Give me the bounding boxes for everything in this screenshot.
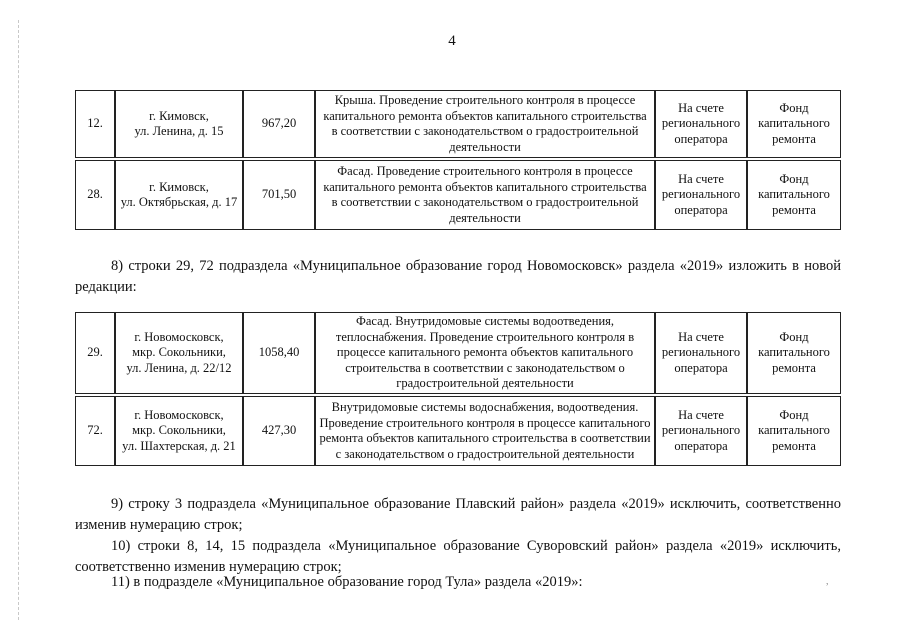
operator-line: оператора — [674, 131, 728, 146]
paragraph-8: 8) строки 29, 72 подраздела «Муниципальное образование город Новомосковск» раздела «2019» изложить в новой редакции: — [75, 258, 841, 295]
operator-line: оператора — [674, 360, 728, 375]
work-line: капитального ремонта объектов капитального строительства — [323, 179, 647, 194]
address-line: ул. Шахтерская, д. 21 — [122, 438, 236, 453]
row-address — [115, 160, 243, 230]
row-work — [315, 90, 655, 158]
work-line: Фасад. Проведение строительного контроля в процессе — [337, 164, 633, 178]
row-number: 72. — [75, 396, 115, 466]
table-row — [75, 90, 841, 158]
work-line: деятельности — [449, 139, 521, 154]
address-line: ул. Ленина, д. 15 — [134, 124, 224, 138]
row-fund — [747, 312, 841, 394]
work-line: в соответствии с законодательством о градостроительной — [331, 195, 639, 209]
table-row — [75, 396, 841, 466]
address-line: г. Кимовск, — [149, 108, 209, 123]
binding-margin-line — [18, 20, 19, 620]
row-address — [115, 90, 243, 158]
row-address — [115, 312, 243, 394]
operator-line: оператора — [674, 202, 728, 217]
fund-line: Фонд — [779, 329, 809, 344]
row-amount: 427,30 — [243, 396, 315, 466]
work-line: теплоснабжения. Проведение строительного контроля в — [335, 329, 635, 344]
work-line: Внутридомовые системы водоснабжения, водоотведения. — [331, 400, 639, 414]
fund-line: капитального — [758, 187, 830, 202]
work-line: Фасад. Внутридомовые системы водоотведения, — [355, 314, 615, 329]
row-amount: 967,20 — [243, 90, 315, 158]
fund-line: ремонта — [772, 360, 816, 375]
work-line: капитального ремонта объектов капитального строительства — [323, 108, 647, 123]
table-kimovsk — [75, 90, 841, 230]
fund-line: капитального — [758, 423, 830, 438]
fund-line: Фонд — [779, 407, 809, 422]
row-work — [315, 396, 655, 466]
table-novomoskovsk — [75, 312, 841, 466]
row-fund — [747, 160, 841, 230]
operator-line: На счете — [678, 171, 724, 186]
work-line: в соответствии с законодательством о градостроительной — [331, 124, 639, 138]
fund-line: капитального — [758, 345, 830, 360]
address-line: ул. Ленина, д. 22/12 — [126, 360, 232, 375]
work-line: ремонта объектов капитального строительства в соответствии — [319, 431, 651, 445]
work-line: Проведение строительного контроля в процессе капитального — [319, 415, 651, 430]
row-operator — [655, 160, 747, 230]
operator-line: На счете — [678, 407, 724, 422]
work-line: строительства в соответствии с законодательством о — [345, 360, 625, 375]
table-row — [75, 160, 841, 230]
row-operator — [655, 396, 747, 466]
paragraph-10: 10) строки 8, 14, 15 подраздела «Муниципальное образование Суворовский район» раздела «2019» исключить, соответственно изменив нумерацию строк; — [75, 538, 841, 575]
row-number: 28. — [75, 160, 115, 230]
fund-line: Фонд — [779, 171, 809, 186]
row-operator — [655, 90, 747, 158]
row-fund — [747, 396, 841, 466]
operator-line: На счете — [678, 329, 724, 344]
operator-line: регионального — [661, 187, 741, 202]
row-number: 29. — [75, 312, 115, 394]
operator-line: регионального — [661, 345, 741, 360]
row-amount: 701,50 — [243, 160, 315, 230]
row-work — [315, 312, 655, 394]
paragraph-9: 9) строку 3 подраздела «Муниципальное образование Плавский район» раздела «2019» исключить, соответственно изменив нумерацию строк; — [75, 496, 841, 533]
fund-line: ремонта — [772, 438, 816, 453]
address-line: г. Новомосковск, — [134, 329, 224, 344]
page-number: 4 — [448, 33, 456, 49]
fund-line: капитального — [758, 116, 830, 131]
work-line: Крыша. Проведение строительного контроля в процессе — [334, 93, 636, 107]
row-work — [315, 160, 655, 230]
row-fund — [747, 90, 841, 158]
paragraph-11: 11) в подразделе «Муниципальное образование город Тула» раздела «2019»: — [111, 574, 583, 590]
work-line: градостроительной деятельности — [396, 376, 574, 391]
operator-line: На счете — [678, 100, 724, 115]
fund-line: Фонд — [779, 100, 809, 115]
operator-line: регионального — [661, 116, 741, 131]
work-line: с законодательством о градостроительной деятельности — [335, 446, 635, 461]
address-line: г. Новомосковск, — [134, 407, 224, 422]
address-line: мкр. Сокольники, — [132, 345, 226, 360]
address-line: мкр. Сокольники, — [132, 423, 226, 438]
fund-line: ремонта — [772, 131, 816, 146]
fund-line: ремонта — [772, 202, 816, 217]
scan-mark: , — [826, 576, 829, 587]
work-line: деятельности — [449, 210, 521, 225]
operator-line: регионального — [661, 423, 741, 438]
address-line: ул. Октябрьская, д. 17 — [120, 195, 238, 209]
table-row — [75, 312, 841, 394]
row-number: 12. — [75, 90, 115, 158]
work-line: процессе капитального ремонта объектов капитального — [336, 345, 634, 360]
row-amount: 1058,40 — [243, 312, 315, 394]
row-operator — [655, 312, 747, 394]
row-address — [115, 396, 243, 466]
address-line: г. Кимовск, — [149, 179, 209, 194]
operator-line: оператора — [674, 438, 728, 453]
